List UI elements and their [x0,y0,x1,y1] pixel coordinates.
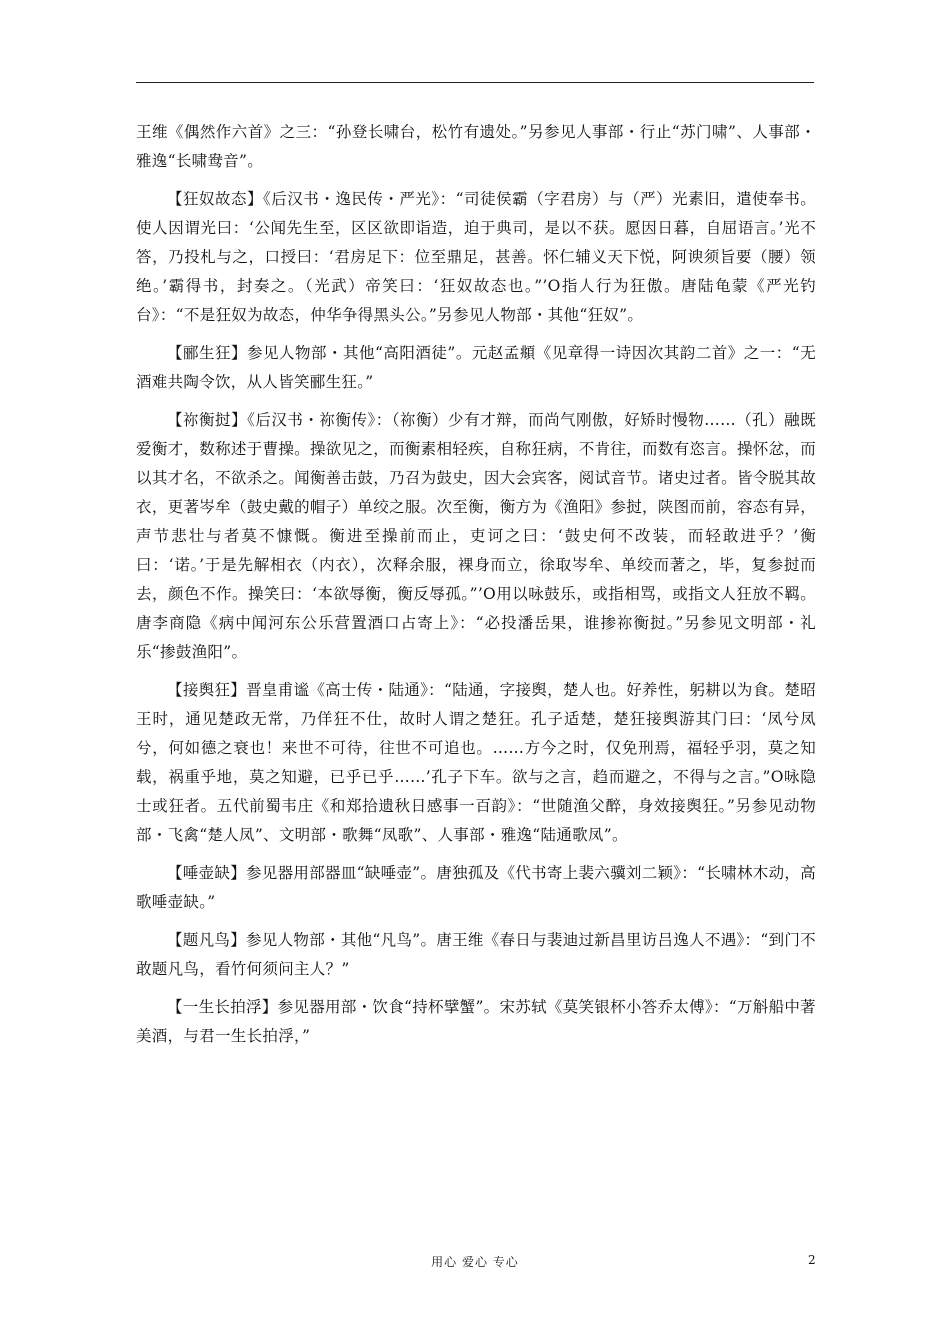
footer-slogan: 用心 爱心 专心 [431,1255,519,1269]
paragraph-jieyu-kuang: 【接舆狂】晋皇甫谧《高士传・陆通》：“陆通，字接舆，楚人也。好养性，躬耕以为食。楚昭王时，通见楚政无常，乃佯狂不仕，故时人谓之楚狂。孔子适楚，楚狂接舆游其门曰：‘凤兮凤兮，何如德之衰也！来世不可待，往世不可追也。……方今之时，仅免刑焉，福轻乎羽，莫之知载，祸重乎地，莫之知避，已乎已乎……’孔子下车。欲与之言，趋而避之，不得与之言。”О咏隐士或狂者。五代前蜀韦庄《和郑拾遗秋日感事一百韵》：“世随渔父醉，身效接舆狂。”另参见动物部・飞禽“楚人凤”、文明部・歌舞“凤歌”、人事部・雅逸“陆通歌凤”。 [136,681,816,844]
page-footer [0,1253,950,1273]
page-number: 2 [808,1253,816,1267]
paragraph-kuangnu-gutai: 【狂奴故态】《后汉书・逸民传・严光》：“司徒侯霸（字君房）与（严）光素旧，遣使奉书。使人因谓光曰：‘公闻先生至，区区欲即诣造，迫于典司，是以不获。愿因日暮，自屈语言。’光不答，乃投札与之，口授曰：‘君房足下：位至鼎足，甚善。怀仁辅义天下悦，阿谀须旨要（腰）领绝。’霸得书，封奏之。（光武）帝笑曰：‘狂奴故态也。”’О指人行为狂傲。唐陆龟蒙《严光钓台》：“不是狂奴为故态，仲华争得黑头公。”另参见人物部・其他“狂奴”。 [136,190,816,324]
paragraph-tuohu-que: 【唾壶缺】参见器用部器皿“缺唾壶”。唐独孤及《代书寄上裴六骥刘二颖》：“长啸林木动，高歌唾壶缺。” [136,864,816,911]
header-rule [136,82,814,83]
paragraph-miheng-zhua: 【祢衡挝】《后汉书・祢衡传》：（祢衡）少有才辩，而尚气刚傲，好矫时慢物……（孔）融既爱衡才，数称述于曹操。操欲见之，而衡素相轻疾，自称狂病，不肯往，而数有恣言。操怀忿，而以其才名，不欲杀之。闻衡善击鼓，乃召为鼓史，因大会宾客，阅试音节。诸史过者。皆令脱其故衣，更著岑牟（鼓史戴的帽子）单绞之服。次至衡，衡方为《渔阳》参挝，陕图而前，容态有异，声节悲壮与者莫不慷慨。衡进至操前而止，吏诃之曰：‘鼓史何不改装，而轻敢进乎？’衡曰：‘诺。’于是先解相衣（内衣），次释余服，裸身而立，徐取岑牟、单绞而著之，毕，复参挝而去，颜色不作。操笑曰：‘本欲辱衡，衡反辱孤。”’О用以咏鼓乐，或指相骂，或指文人狂放不羁。唐李商隐《病中闻河东公乐营置酒口占寄上》：“必投潘岳果，谁掺祢衡挝。”另参见文明部・礼乐“掺鼓渔阳”。 [136,411,816,661]
paragraph-lisheng-kuang: 【郦生狂】参见人物部・其他“高阳酒徒”。元赵孟頫《见章得一诗因次其韵二首》之一：“无酒难共陶令饮，从人皆笑郦生狂。” [136,344,816,391]
document-body [136,118,816,1051]
paragraph-yisheng-paifu: 【一生长拍浮】参见器用部・饮食“持杯擘蟹”。宋苏轼《莫笑银杯小答乔太傅》：“万斛船中著美酒，与君一生长拍浮，” [136,998,816,1045]
paragraph-wang-wei-continuation: 王维《偶然作六首》之三：“孙登长啸台，松竹有遗处。”另参见人事部・行止“苏门啸”、人事部・雅逸“长啸鸯音”。 [136,123,816,170]
paragraph-ti-fanniao: 【题凡鸟】参见人物部・其他“凡鸟”。唐王维《春日与裴迪过新昌里访吕逸人不遇》：“到门不敢题凡鸟，看竹何须问主人？” [136,931,816,978]
